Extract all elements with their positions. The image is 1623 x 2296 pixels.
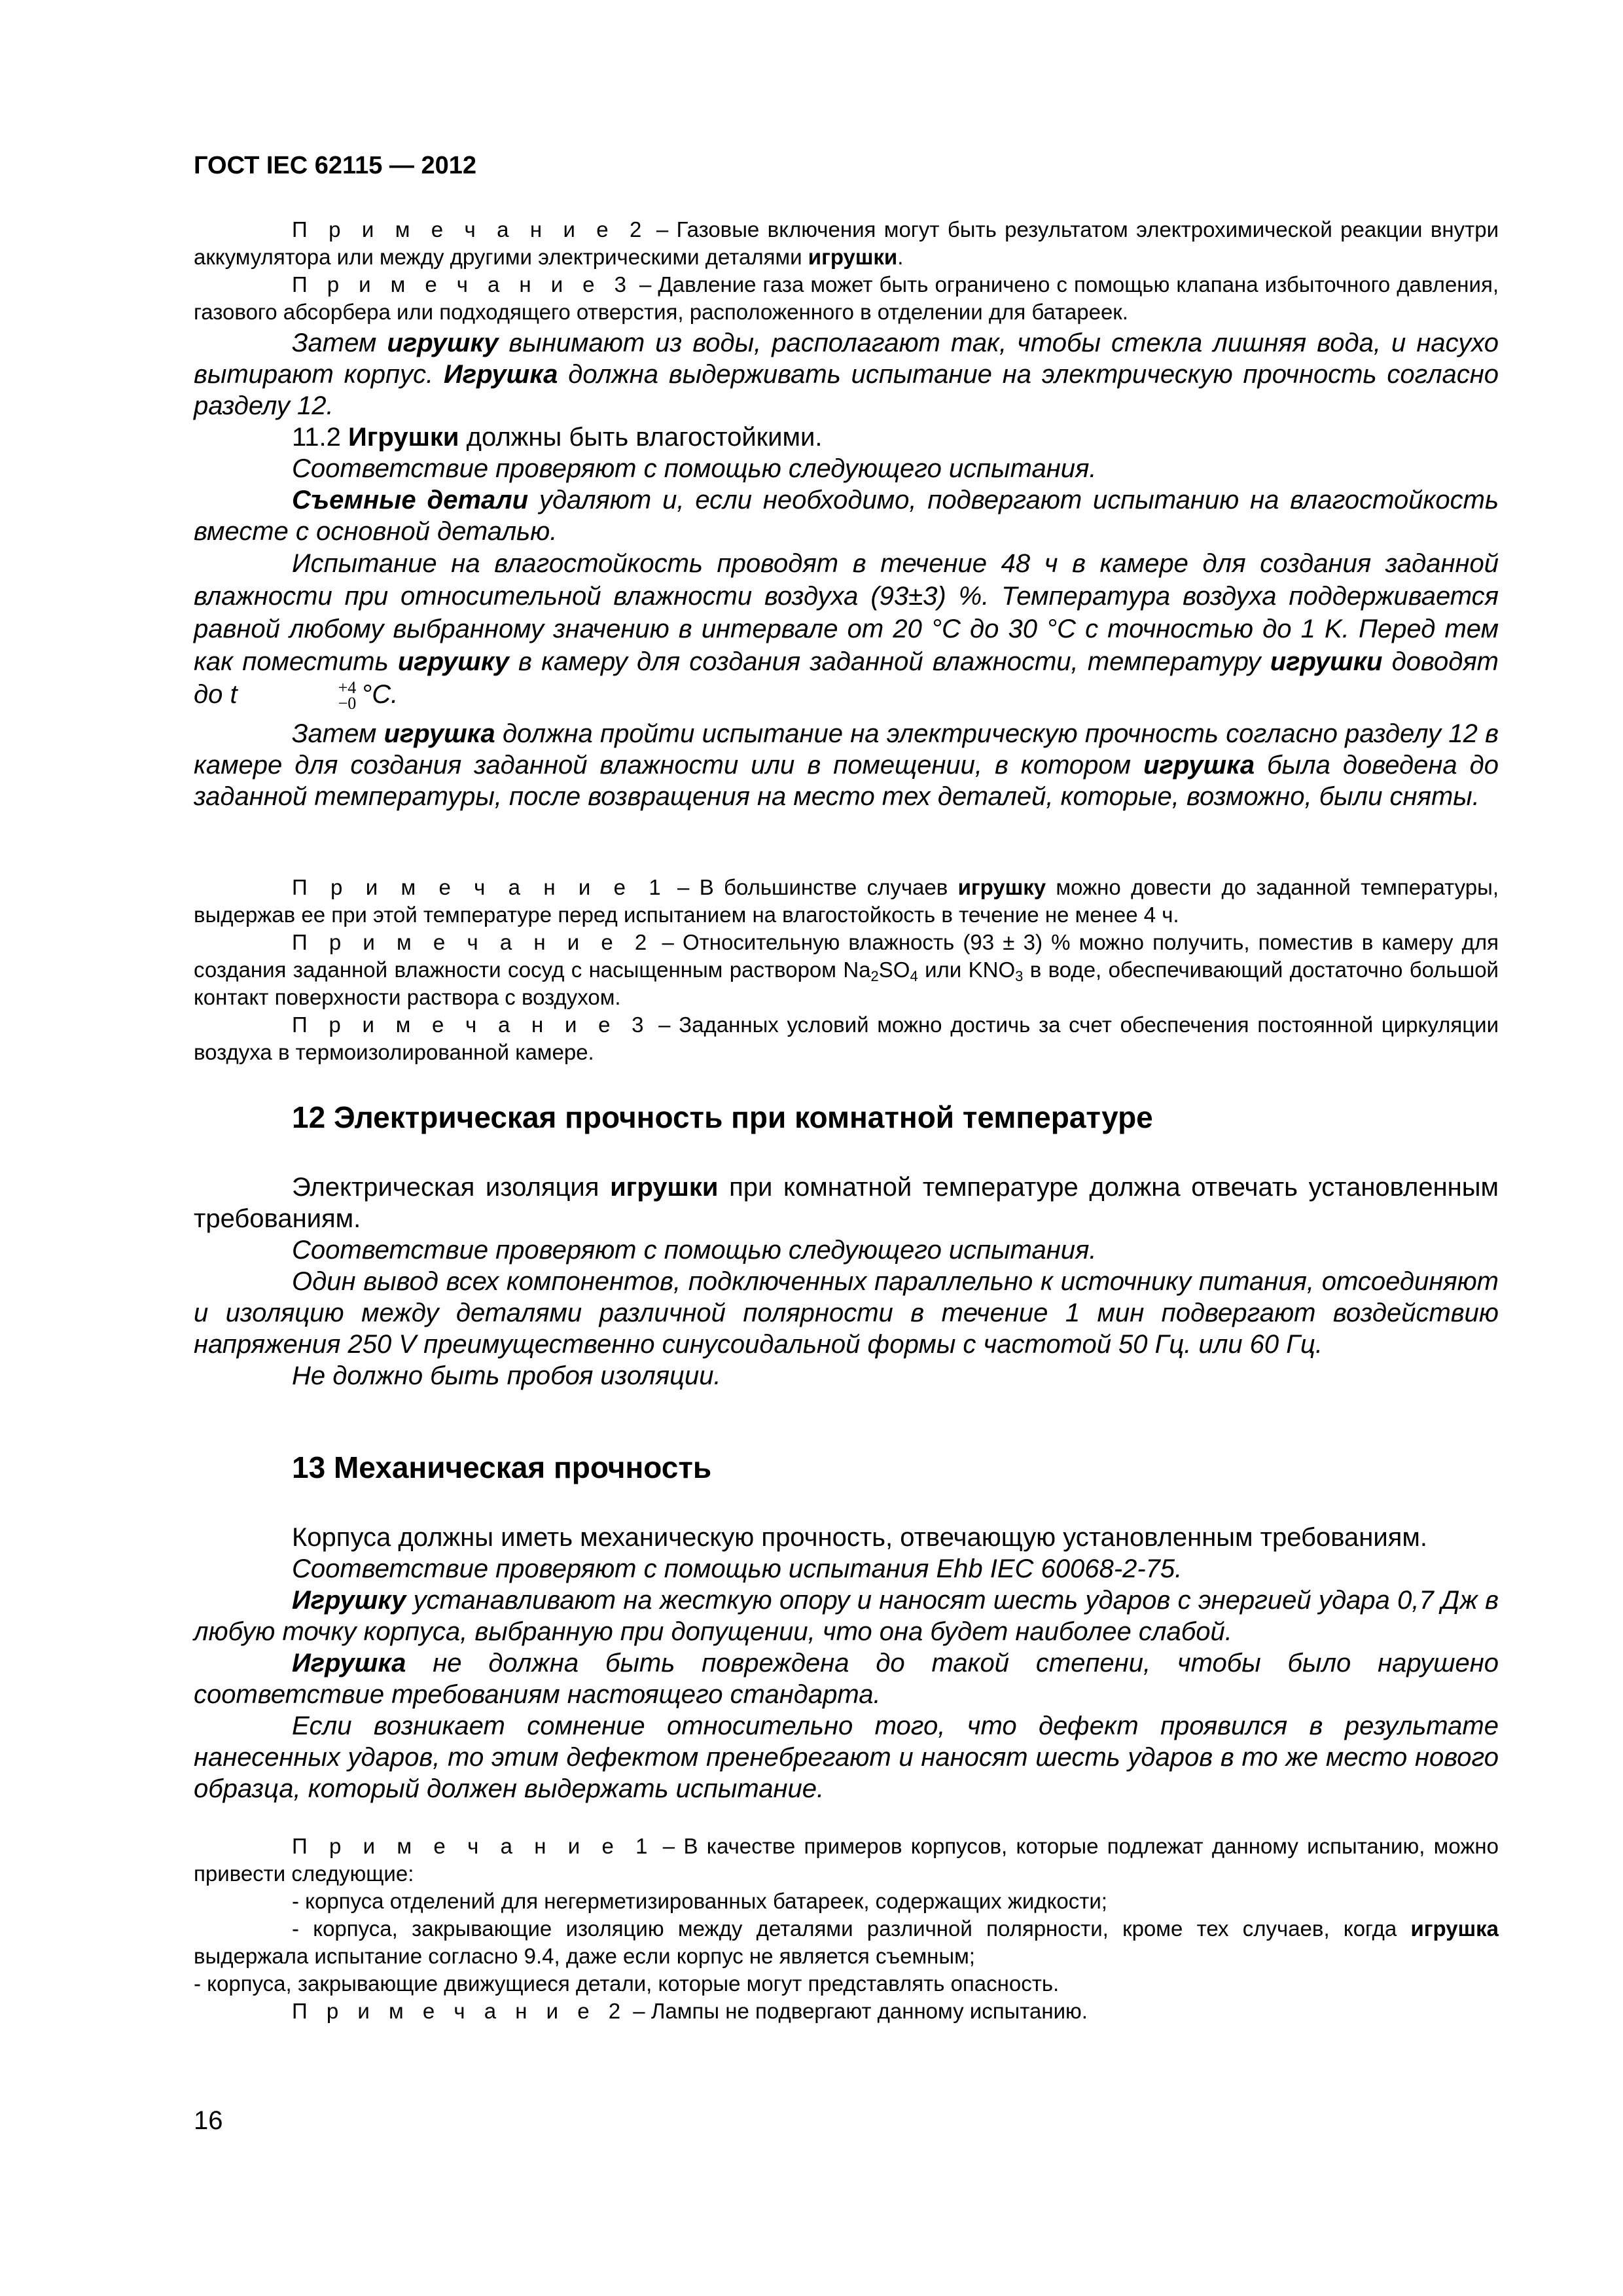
note-1-examples: П р и м е ч а н и е 1 – В качестве примеров корпусов, которые подлежат данному испытанию, можно привести следующие: [194,1834,1499,1886]
paragraph: Электрическая изоляция игрушки при комнатной температуре должна отвечать установленным требованиям. [194,1173,1499,1233]
notes-top [194,216,1499,326]
paragraph: Испытание на влагостойкость проводят в течение 48 ч в камере для создания заданной влажности при относительной влажности воздуха (93±3) %. Температура воздуха поддерживается равной любому выбранному значению в интервале от 20 °С до 30 °С с точностью до 1 K. Перед тем как поместить игрушку в камеру для создания заданной влажности, температуру игрушки доводят до t +4 −0 °С. [194,549,1499,713]
paragraph: Затем игрушка должна пройти испытание на электрическую прочность согласно разделу 12 в камере для создания заданной влажности или в помещении, в котором игрушка была доведена до заданной температуры, после возвращения на место тех деталей, которые, возможно, были сняты. [194,719,1499,812]
note-2-gas: П р и м е ч а н и е 2 – Газовые включения могут быть результатом электрохимической реакции внутри аккумулятора или между другими электрическими деталями игрушки. [194,217,1499,269]
section-12-body [194,1172,1499,1391]
paragraph: Не должно быть пробоя изоляции. [292,1361,721,1390]
section-heading: 12 Электрическая прочность при комнатной температуре [292,1100,1153,1134]
section-heading: 13 Механическая прочность [292,1450,712,1484]
standard-header: ГОСТ IEC 62115 — 2012 [194,152,476,179]
paragraph: Соответствие проверяют с помощью следующего испытания. [292,1236,1097,1265]
note-3-circulation: П р и м е ч а н и е 3 – Заданных условий можно достичь за счет обеспечения постоянной циркуляции воздуха в термоизолированной камере. [194,1013,1499,1064]
paragraph: Если возникает сомнение относительно того, что дефект проявился в результате нанесенных ударов, то этим дефектом пренебрегают и наносят шесть ударов в то же место нового образца, который должен выдержать испытание. [194,1712,1499,1803]
note-1-temperature: П р и м е ч а н и е 1 – В большинстве случаев игрушку можно довести до заданной температуры, выдержав ее при этой температуре перед испытанием на влагостойкость в течение не менее 4 ч. [194,875,1499,927]
section-13-body [194,1522,1499,1804]
note-2-lamps: П р и м е ч а н и е 2 – Лампы не подвергают данному испытанию. [292,1999,1088,2023]
tolerance-fraction: +4 −0 [338,678,357,713]
paragraph: Игрушка не должна быть повреждена до такой степени, чтобы было нарушено соответствие требованиям настоящего стандарта. [194,1649,1499,1709]
section-12 [194,1100,1499,1135]
note-2-humidity: П р и м е ч а н и е 2 – Относительную влажность (93 ± 3) % можно получить, поместив в камеру для создания заданной влажности сосуд с насыщенным раствором $Na_2SO_4$ или $KNO_3$ в воде, обеспечивающий достаточно большой контакт поверхности раствора с воздухом. [194,930,1499,1009]
section-11 [194,327,1499,812]
list-item: - корпуса отделений для негерметизированных батареек, содержащих жидкости; [292,1889,1107,1913]
page-number: 16 [194,2106,223,2135]
paragraph: Соответствие проверяют с помощью испытания Ehb IEC 60068-2-75. [292,1554,1183,1583]
paragraph: Съемные детали удаляют и, если необходимо, подвергают испытанию на влагостойкость вместе с основной деталью. [194,486,1499,546]
paragraph: Один вывод всех компонентов, подключенных параллельно к источнику питания, отсоединяют и изоляцию между деталями различной полярности в течение 1 мин подвергают воздействию напряжения 250 V преимущественно синусоидальной формы с частотой 50 Гц. или 60 Гц. [194,1267,1499,1359]
paragraph: Затем игрушку вынимают из воды, располагают так, чтобы стекла лишняя вода, и насухо вытирают корпус. Игрушка должна выдерживать испытание на электрическую прочность согласно разделу 12. [194,329,1499,420]
section-13 [194,1450,1499,1485]
list-item: - корпуса, закрывающие изоляцию между деталями различной полярности, кроме тех случаев, когда игрушка выдержала испытание согласно 9.4, даже если корпус не является съемным; [194,1916,1499,1968]
paragraph: Игрушку устанавливают на жесткую опору и наносят шесть ударов с энергией удара 0,7 Дж в любую точку корпуса, выбранную при допущении, что она будет наиболее слабой. [194,1586,1499,1646]
clause-11-2: 11.2 Игрушки должны быть влагостойкими. [292,423,823,452]
notes-bottom [194,1833,1499,2025]
note-3-pressure: П р и м е ч а н и е 3 – Давление газа может быть ограничено с помощью клапана избыточного давления, газового абсорбера или подходящего отверстия, расположенного в отделении для батареек. [194,272,1499,324]
paragraph: Соответствие проверяют с помощью следующего испытания. [292,454,1097,483]
notes-mid [194,874,1499,1066]
paragraph: Корпуса должны иметь механическую прочность, отвечающую установленным требованиям. [292,1523,1427,1552]
list-item: - корпуса, закрывающие движущиеся детали, которые могут представлять опасность. [194,1971,1060,1996]
